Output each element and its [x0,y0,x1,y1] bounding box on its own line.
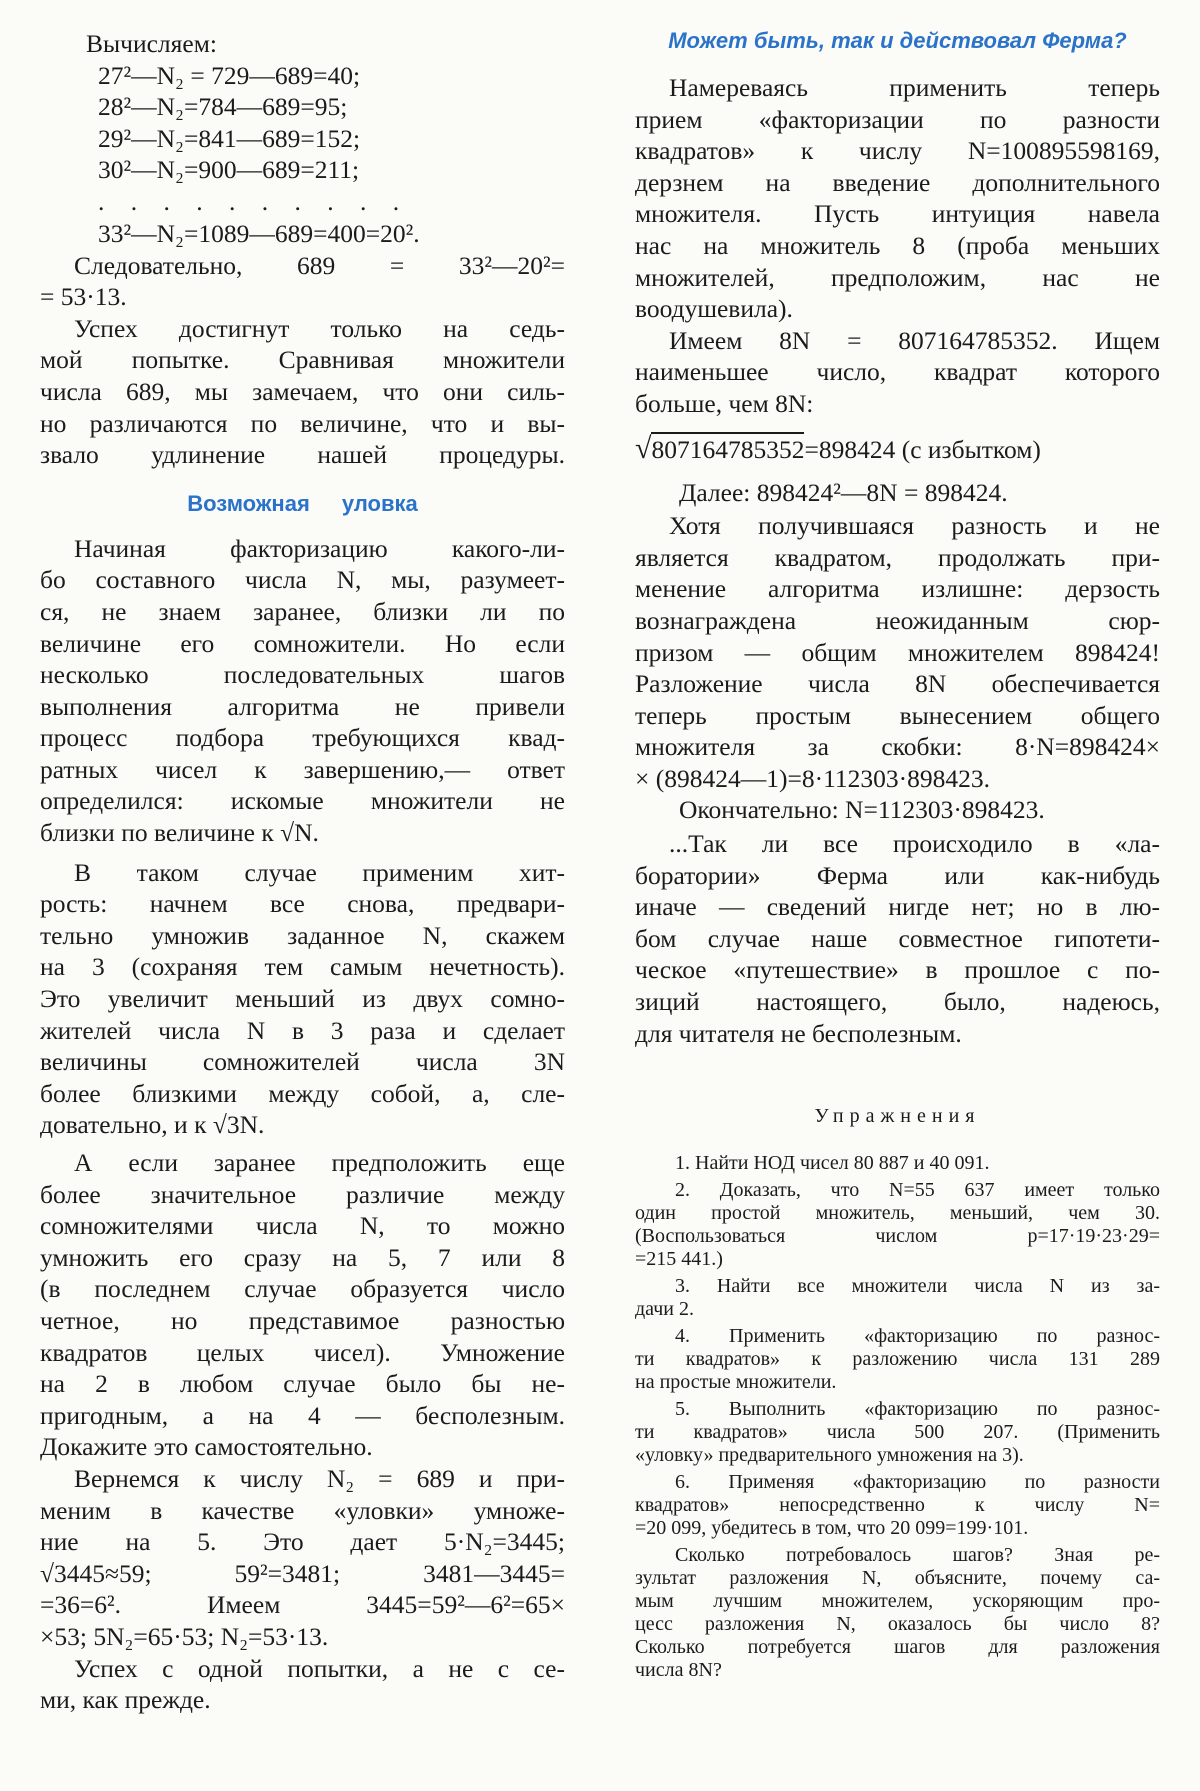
text-line: рость: начнем все снова, предвари- [40,889,565,919]
exercise-6 [635,1471,1160,1540]
section-heading: Возможная уловка [187,490,418,516]
text-line: наименьшее число, квадрат которого [635,357,1160,387]
paragraph-2 [635,325,1160,420]
paragraph-3 [40,1147,565,1463]
paragraph-2 [40,857,565,1141]
exercise-line: ти квадратов» к разложению числа 131 289 [635,1348,1160,1371]
calc-intro: Вычисляем: [86,29,217,58]
text-line: Следовательно, 689 = 33²—20²= [74,250,565,280]
text-line: ...Так ли все происходило в «ла- [669,829,1160,859]
text-line: жителей числа N в 3 раза и сделает [40,1015,565,1045]
text-line: дерзнем на введение дополнительного [635,167,1160,197]
text-line: довательно, и к √3N. [40,1110,265,1140]
text-line: сомножителями числа N, то можно [40,1211,565,1241]
text-line: процесс подбора требующихся квад- [40,723,565,753]
paragraph-1 [635,72,1160,325]
calc-block [40,60,565,250]
paragraph-1 [40,533,565,849]
sqrt-result: =898424 (с избытком) [804,434,1041,464]
text-line: квадратов» к числу N=100895598169, [635,136,1160,166]
exercise-line: мым лучшим множителем, ускоряющим про- [635,1590,1160,1613]
text-line: = 53·13. [40,282,127,312]
text-line: на 2 в любом случае было бы не- [40,1369,565,1399]
text-line: выполнения алгоритма не привели [40,691,565,721]
text-line: =36=6². Имеем 3445=59²—6²=65× [40,1590,565,1620]
exercise-line: Сколько потребовалось шагов? Зная ре- [675,1544,1160,1567]
text-line: на 3 (сохраняя тем самым нечетность). [40,952,565,982]
text-line: ми, как прежде. [40,1685,211,1715]
text-line: ратных чисел к завершению,— ответ [40,754,565,784]
text-line: множителей, предположим, нас не [635,262,1160,292]
conclusion-paragraph [40,250,565,313]
exercise-line: 5. Выполнить «факторизацию по разнос- [675,1398,1160,1421]
sqrt-radicand: 807164785352 [651,432,804,464]
exercise-line: ти квадратов» числа 500 207. (Применить [635,1421,1160,1444]
exercise-4 [635,1325,1160,1394]
text-line: вознаграждена неожиданным сюр- [635,605,1160,635]
text-line: Намереваясь применить теперь [669,73,1160,102]
text-line: (в последнем случае образуется число [40,1274,565,1304]
text-line: нас на множитель 8 (проба меньших [635,230,1160,260]
text-line: ся, не знаем заранее, близки ли по [40,596,565,626]
text-line: призом — общим множителем 898424! [635,637,1160,667]
text-line: четное, но представимое разностью [40,1305,565,1335]
text-line: множителя. Пусть интуиция навела [635,199,1160,229]
exercise-line: квадратов» непосредственно к числу N= [635,1494,1160,1517]
text-line: более близкими между собой, а, сле- [40,1078,565,1108]
text-line: Успех с одной попытки, а не с се- [74,1653,565,1683]
text-line: тельно умножив заданное N, скажем [40,920,565,950]
square-root-equation [635,432,1160,467]
exercise-line: 1. Найти НОД чисел 80 887 и 40 091. [675,1152,990,1175]
text-line: Это увеличит меньший из двух сомно- [40,984,565,1014]
text-line: более значительное различие между [40,1179,565,1209]
text-line: Имеем 8N = 807164785352. Ищем [669,325,1160,355]
text-line: В таком случае применим хит- [74,857,565,887]
radical-sign: √ [635,431,652,465]
exercise-line: 2. Доказать, что N=55 637 имеет только [675,1179,1160,1202]
further-equation: Далее: 898424²—8N = 898424. [679,477,1008,507]
text-line: иначе — сведений нигде нет; но в лю- [635,892,1160,922]
text-line: прием «факторизации по разности [635,104,1160,134]
final-result: Окончательно: N=112303·898423. [679,795,1045,825]
text-line: квадратов целых чисел). Умножение [40,1337,565,1367]
text-line: звало удлинение нашей процедуры. [40,440,565,470]
text-line: боратории» Ферма или как-нибудь [635,860,1160,890]
text-line: ческое «путешествие» в прошлое с по- [635,955,1160,985]
text-line: близки по величине к √N. [40,818,319,848]
left-column [40,28,565,1716]
text-line: величины сомножителей числа 3N [40,1047,565,1077]
text-line: Начиная факторизацию какого-ли- [74,533,565,563]
exercise-line: 6. Применяя «факторизацию по разности [675,1471,1160,1494]
exercise-line: (Воспользоваться числом p=17·19·23·29= [635,1225,1160,1248]
text-line: √3445≈59; 59²=3481; 3481—3445= [40,1558,565,1588]
text-line: × (898424—1)=8·112303·898423. [635,763,991,793]
exercise-line: «уловку» предварительного умножения на 3). [635,1444,1024,1467]
text-line: А если заранее предположить еще [74,1148,565,1177]
paragraph-4 [40,1463,565,1653]
text-line: но различаются по величине, что и вы- [40,408,565,438]
calc-line: 33²—N₂=1089—689=400=20². [98,218,420,248]
exercise-line: один простой множитель, меньший, чем 30. [635,1202,1160,1225]
text-line: ние на 5. Это дает 5·N₂=3445; [40,1527,565,1557]
text-line: несколько последовательных шагов [40,660,565,690]
exercises-title: Упражнения [814,1105,981,1128]
text-line: мой попытке. Сравнивая множители [40,345,565,375]
text-line: Докажите это самостоятельно. [40,1432,373,1462]
exercise-6-followup [635,1544,1160,1682]
text-line: определился: искомые множители не [40,786,565,816]
text-line: Хотя получившаяся разность и не [669,511,1160,541]
exercise-line: дачи 2. [635,1298,695,1321]
text-line: для читателя не бесполезным. [635,1018,962,1048]
calc-line: 29²—N₂=841—689=152; [98,123,361,153]
text-line: больше, чем 8N: [635,388,814,418]
exercise-line: числа 8N? [635,1659,722,1682]
text-line: числа 689, мы замечаем, что они силь- [40,376,565,406]
exercise-line: =20 099, убедитесь в том, что 20 099=199·101. [635,1517,1029,1540]
text-line: ×53; 5N₂=65·53; N₂=53·13. [40,1621,329,1651]
paragraph-5 [40,1653,565,1716]
right-column [635,28,1160,1682]
text-line: пригодным, а на 4 — бесполезным. [40,1400,565,1430]
text-line: Успех достигнут только на седь- [74,313,565,343]
exercise-line: =215 441.) [635,1248,723,1271]
text-line: теперь простым вынесением общего [635,700,1160,730]
text-line: бом случае наше совместное гипотети- [635,923,1160,953]
text-line: Вернемся к числу N₂ = 689 и при- [74,1463,565,1493]
exercise-list [635,1152,1160,1682]
exercise-line: зультат разложения N, объясните, почему са- [635,1567,1160,1590]
section-heading: Может быть, так и действовал Ферма? [668,28,1127,53]
text-line: умножить его сразу на 5, 7 или 8 [40,1242,565,1272]
paragraph-4 [635,828,1160,1049]
text-line: Разложение числа 8N обеспечивается [635,669,1160,699]
exercise-1 [635,1152,1160,1175]
text-line: зиций настоящего, было, надеюсь, [635,987,1160,1017]
calc-line: 28²—N₂=784—689=95; [98,92,348,122]
text-line: воодушевила). [635,294,793,324]
exercise-line: Сколько потребуется шагов для разложения [635,1636,1160,1659]
exercise-line: на простые множители. [635,1371,837,1394]
text-line: множителя за скобки: 8·N=898424× [635,732,1160,762]
exercise-line: 3. Найти все множители числа N из за- [675,1275,1160,1298]
exercise-line: цесс разложения N, оказалось бы число 8? [635,1613,1160,1636]
text-line: является квадратом, продолжать при- [635,542,1160,572]
text-line: менение алгоритма излишне: дерзость [635,574,1160,604]
success-paragraph [40,313,565,471]
text-line: меним в качестве «уловки» умноже- [40,1495,565,1525]
text-line: бо составного числа N, мы, разумеет- [40,565,565,595]
text-line: величине его сомножители. Но если [40,628,565,658]
exercise-5 [635,1398,1160,1467]
calc-line: 30²—N₂=900—689=211; [98,155,360,185]
ellipsis-dots: . . . . . . . . . . [98,186,410,216]
exercise-line: 4. Применить «факторизацию по разнос- [675,1325,1160,1348]
calc-line: 27²—N₂ = 729—689=40; [98,60,361,90]
exercise-3 [635,1275,1160,1321]
exercise-2 [635,1179,1160,1271]
paragraph-3 [635,510,1160,794]
